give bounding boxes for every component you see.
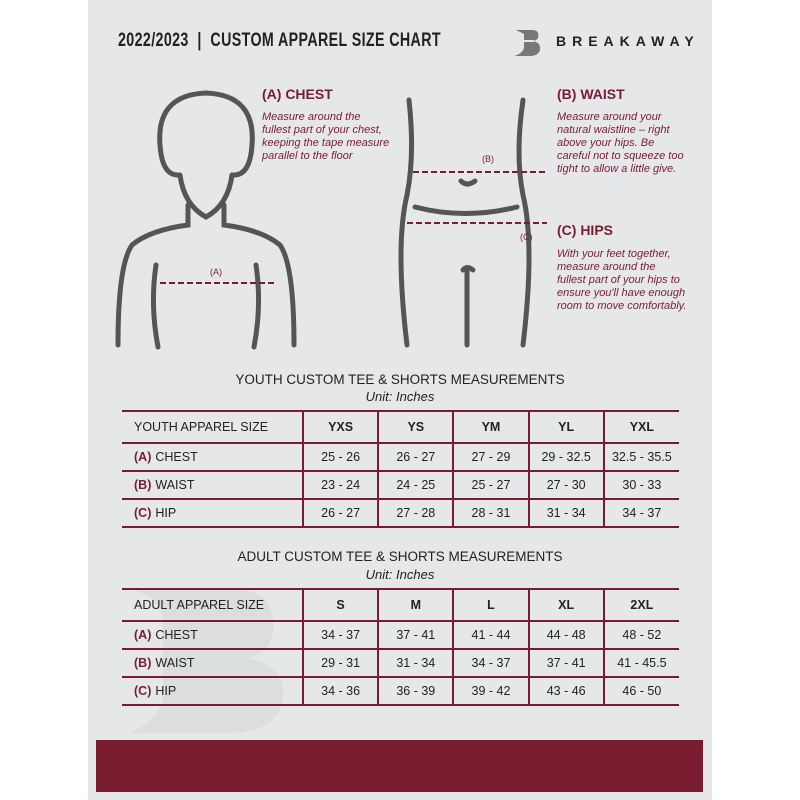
brand-name: BREAKAWAY (556, 33, 700, 49)
table-cell: 43 - 46 (529, 677, 604, 705)
table-cell: 31 - 34 (378, 649, 453, 677)
measurement-label (122, 499, 303, 527)
table-row (122, 677, 679, 705)
measurement-label (122, 677, 303, 705)
page-title: 2022/2023 | CUSTOM APPAREL SIZE CHART (118, 30, 441, 51)
table-cell: 27 - 30 (529, 471, 604, 499)
adult-unit: Unit: Inches (365, 567, 435, 582)
measurement-label (122, 471, 303, 499)
measurement-name: HIP (155, 684, 177, 698)
table-cell: 41 - 45.5 (604, 649, 679, 677)
youth-unit: Unit: Inches (365, 389, 435, 404)
table-cell: 39 - 42 (453, 677, 528, 705)
size-header: YL (529, 411, 604, 443)
waist-marker: (B) (482, 154, 494, 164)
table-cell: 44 - 48 (529, 621, 604, 649)
measurement-label (122, 649, 303, 677)
measurement-code: (A) (134, 450, 152, 464)
table-row (122, 499, 679, 527)
table-cell: 30 - 33 (604, 471, 679, 499)
table-cell: 32.5 - 35.5 (604, 443, 679, 471)
table-cell: 37 - 41 (529, 649, 604, 677)
table-cell: 48 - 52 (604, 621, 679, 649)
hips-marker: (C) (520, 232, 533, 242)
table-cell: 41 - 44 (453, 621, 528, 649)
table-cell: 28 - 31 (453, 499, 528, 527)
table-row (122, 649, 679, 677)
chest-marker: (A) (210, 267, 222, 277)
adult-size-table (122, 588, 679, 706)
size-header: 2XL (604, 589, 679, 621)
table-cell: 25 - 27 (453, 471, 528, 499)
table-cell: 34 - 37 (453, 649, 528, 677)
measurement-label (122, 621, 303, 649)
table-cell: 34 - 37 (604, 499, 679, 527)
measurement-code: (A) (134, 628, 152, 642)
table-cell: 36 - 39 (378, 677, 453, 705)
table-cell: 29 - 31 (303, 649, 378, 677)
measurement-name: CHEST (155, 628, 198, 642)
hips-heading: (C) HIPS (557, 222, 613, 238)
lower-body-figure (395, 95, 555, 355)
measurement-label (122, 443, 303, 471)
measurement-name: WAIST (155, 656, 195, 670)
table-row (122, 621, 679, 649)
size-header: YM (453, 411, 528, 443)
size-header: M (378, 589, 453, 621)
footer-band (96, 740, 703, 792)
youth-table-title: YOUTH CUSTOM TEE & SHORTS MEASUREMENTS (235, 372, 565, 387)
breakaway-logo-icon (512, 24, 544, 58)
table-cell: 26 - 27 (303, 499, 378, 527)
table-cell: 26 - 27 (378, 443, 453, 471)
chest-description: Measure around the fullest part of your chest, keeping the tape measure parallel to the floor (262, 111, 390, 162)
waist-heading: (B) WAIST (557, 86, 625, 102)
measurement-code: (B) (134, 478, 152, 492)
size-header: YXS (303, 411, 378, 443)
table-cell: 25 - 26 (303, 443, 378, 471)
youth-size-table (122, 410, 679, 528)
measurement-name: HIP (155, 506, 177, 520)
size-label: ADULT APPAREL SIZE (122, 589, 303, 621)
adult-table-title: ADULT CUSTOM TEE & SHORTS MEASUREMENTS (237, 549, 563, 564)
waist-description: Measure around your natural waistline – right above your hips. Be careful not to squeeze too tight to allow a little give. (557, 111, 684, 175)
size-header: S (303, 589, 378, 621)
measurement-name: WAIST (155, 478, 195, 492)
table-cell: 27 - 28 (378, 499, 453, 527)
measurement-name: CHEST (155, 450, 198, 464)
table-cell: 27 - 29 (453, 443, 528, 471)
measurement-code: (C) (134, 506, 152, 520)
table-cell: 29 - 32.5 (529, 443, 604, 471)
measurement-code: (B) (134, 656, 152, 670)
table-cell: 23 - 24 (303, 471, 378, 499)
table-cell: 37 - 41 (378, 621, 453, 649)
table-row (122, 443, 679, 471)
table-cell: 46 - 50 (604, 677, 679, 705)
table-row (122, 471, 679, 499)
size-header: XL (529, 589, 604, 621)
header-row (122, 589, 679, 621)
header-row (122, 411, 679, 443)
measurement-code: (C) (134, 684, 152, 698)
size-header: YXL (604, 411, 679, 443)
table-cell: 34 - 36 (303, 677, 378, 705)
table-cell: 34 - 37 (303, 621, 378, 649)
size-header: L (453, 589, 528, 621)
table-cell: 24 - 25 (378, 471, 453, 499)
chest-heading: (A) CHEST (262, 86, 333, 102)
hips-description: With your feet together, measure around the fullest part of your hips to ensure you'll have enough room to move comfortably. (557, 248, 687, 312)
size-label: YOUTH APPAREL SIZE (122, 411, 303, 443)
table-cell: 31 - 34 (529, 499, 604, 527)
size-header: YS (378, 411, 453, 443)
